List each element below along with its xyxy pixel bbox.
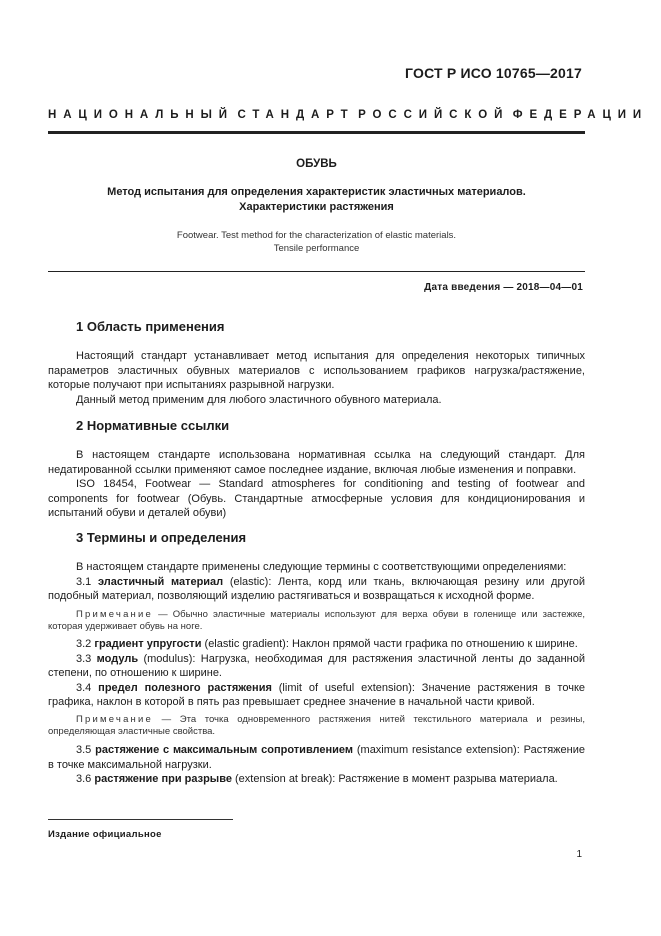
banner-word: ФЕДЕРАЦИИ	[512, 109, 649, 121]
note-text: — Эта точка одновременного растяжения нитей текстильного материала и резины, определяющая эластичные свойства.	[48, 714, 586, 737]
term-name: модуль	[96, 652, 139, 665]
term-3-4	[48, 681, 585, 710]
paragraph: Настоящий стандарт устанавливает метод испытания для определения некоторых типичных параметров эластичных обувных материалов с использованием графиков нагрузка/растяжение, которые получают при испытаниях разрывной нагрузки.	[48, 350, 585, 391]
note-1	[48, 609, 585, 633]
page-number: 1	[576, 849, 582, 860]
term-name: эластичный материал	[97, 575, 224, 588]
section-2-heading: 2 Нормативные ссылки	[76, 418, 230, 433]
term-name: градиент упругости	[94, 638, 202, 650]
term-3-5	[48, 743, 585, 772]
term-definition: (limit of useful extension): Значение растяжения в точке графика, наклон в которой в пять раз превышает среднее значение в начальной части кривой.	[48, 681, 585, 708]
term-definition: (elastic gradient): Наклон прямой части графика по отношению к ширине.	[201, 638, 578, 650]
banner-word: СТАНДАРТ	[237, 109, 355, 121]
title-rule	[48, 271, 585, 272]
paragraph: В настоящем стандарте использована нормативная ссылка на следующий стандарт. Для недатированной ссылки применяют самое последнее издание, включая любые изменения и поправки.	[48, 449, 585, 476]
note-label: Примечание	[76, 609, 153, 620]
term-number: 3.6	[76, 773, 92, 785]
banner-word: РОССИЙСКОЙ	[358, 109, 510, 121]
banner-word: НАЦИОНАЛЬНЫЙ	[48, 109, 234, 121]
title-main: ОБУВЬ	[296, 158, 337, 170]
term-number: 3.2	[76, 638, 92, 650]
term-3-2	[48, 637, 585, 652]
document-number: ГОСТ Р ИСО 10765—2017	[405, 65, 582, 81]
term-definition: (maximum resistance extension): Растяжение в точке максимальной нагрузки.	[48, 744, 585, 771]
note-label: Примечание	[76, 714, 153, 725]
section-1-body	[48, 349, 585, 407]
section-2-body	[48, 448, 585, 521]
term-3-3	[48, 652, 585, 681]
paragraph: Данный метод применим для любого эластичного обувного материала.	[76, 393, 442, 406]
title-subtitle	[48, 185, 585, 215]
title-subtitle-line: Характеристики растяжения	[239, 201, 394, 213]
term-name: предел полезного растяжения	[98, 681, 272, 694]
term-definition: (modulus): Нагрузка, необходимая для растяжения эластичной ленты до заданной степени, по отношению к ширине.	[48, 652, 585, 679]
section-3-terms-end	[48, 743, 585, 787]
paragraph: ISO 18454, Footwear — Standard atmospheres for conditioning and testing of footwear and components for footwear (Обувь. Стандартные атмосферные условия для кондиционирования и испытаний обуви и деталей обуви)	[48, 478, 585, 519]
term-definition: (elastic): Лента, корд или ткань, включающая резину или другой подобный материал, позволяющий изделию растягиваться и возвращаться к исходной форме.	[48, 575, 585, 602]
title-english	[48, 230, 585, 255]
title-english-line: Footwear. Test method for the characterization of elastic materials.	[176, 230, 457, 241]
note-2	[48, 714, 585, 738]
introduction-date: Дата введения — 2018—04—01	[424, 282, 583, 293]
header-rule	[48, 131, 585, 134]
term-definition: (extension at break): Растяжение в момент разрыва материала.	[231, 773, 558, 785]
term-number: 3.4	[76, 681, 92, 694]
section-3-terms	[48, 637, 585, 710]
note-text: — Обычно эластичные материалы используют для верха обуви в голенище или застежке, которая удерживает обувь на ноге.	[48, 609, 586, 632]
title-english-line: Tensile performance	[273, 242, 360, 254]
official-edition-label: Издание официальное	[48, 829, 162, 840]
term-name: растяжение при разрыве	[94, 773, 232, 785]
term-number: 3.5	[76, 744, 92, 756]
term-number: 3.3	[76, 652, 92, 665]
paragraph: В настоящем стандарте применены следующие термины с соответствующими определениями:	[76, 561, 567, 573]
term-number: 3.1	[76, 575, 92, 588]
section-3-heading: 3 Термины и определения	[76, 530, 247, 545]
title-subtitle-line: Метод испытания для определения характеристик эластичных материалов.	[107, 186, 526, 198]
term-3-6	[48, 772, 585, 787]
footer-rule	[48, 819, 233, 820]
section-3-body	[48, 560, 585, 604]
term-3-1	[48, 575, 585, 604]
term-name: растяжение с максимальным сопротивлением	[95, 744, 354, 756]
national-standard-banner	[48, 108, 649, 123]
section-1-heading: 1 Область применения	[76, 319, 225, 334]
